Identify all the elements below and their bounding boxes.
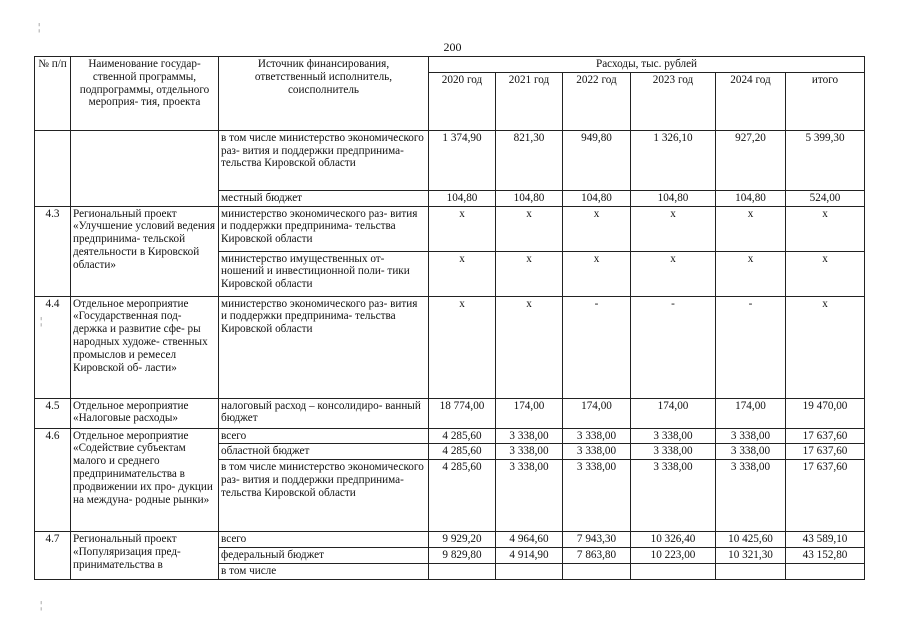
value-2024: x	[716, 251, 786, 296]
funding-source: в том числе министерство экономического раз- вития и поддержки предпринима- тельства Кировской области	[219, 130, 429, 190]
value-2021: 3 338,00	[496, 444, 563, 460]
value-2020: 1 374,90	[429, 130, 496, 190]
value-2020: 4 285,60	[429, 444, 496, 460]
value-2022: 3 338,00	[563, 444, 631, 460]
value-2022: x	[563, 206, 631, 251]
value-total: 5 399,30	[786, 130, 865, 190]
value-2021: x	[496, 296, 563, 398]
value-2024: 10 425,60	[716, 532, 786, 548]
funding-source: местный бюджет	[219, 190, 429, 206]
value-2024: 3 338,00	[716, 444, 786, 460]
value-2022: 174,00	[563, 398, 631, 428]
value-total: 43 589,10	[786, 532, 865, 548]
value-2020: x	[429, 296, 496, 398]
value-2020: x	[429, 206, 496, 251]
value-2022: 3 338,00	[563, 428, 631, 444]
value-2024	[716, 563, 786, 579]
table-header-row	[35, 57, 865, 73]
value-2021: 821,30	[496, 130, 563, 190]
value-2024: 3 338,00	[716, 460, 786, 532]
value-2023: -	[631, 296, 716, 398]
header-year-2024: 2024 год	[716, 72, 786, 130]
value-2023: 174,00	[631, 398, 716, 428]
value-total	[786, 563, 865, 579]
value-total: x	[786, 206, 865, 251]
value-2020	[429, 563, 496, 579]
value-2020: 4 285,60	[429, 428, 496, 444]
value-total: 17 637,60	[786, 460, 865, 532]
value-2021: 3 338,00	[496, 460, 563, 532]
row-number: 4.6	[35, 428, 71, 532]
header-year-2021: 2021 год	[496, 72, 563, 130]
table-row	[35, 206, 865, 251]
row-number: 4.4	[35, 296, 71, 398]
table-row	[35, 130, 865, 190]
value-2020: 4 285,60	[429, 460, 496, 532]
value-2022: 7 943,30	[563, 532, 631, 548]
program-name: Отдельное мероприятие «Содействие субъектам малого и среднего предпринимательства в продвижении их про- дукции на междуна- родные рынки»	[71, 428, 219, 532]
row-number: 4.7	[35, 532, 71, 579]
value-2023: 3 338,00	[631, 428, 716, 444]
funding-source: налоговый расход – консолидиро- ванный бюджет	[219, 398, 429, 428]
value-total: 19 470,00	[786, 398, 865, 428]
value-2023	[631, 563, 716, 579]
value-2024: 10 321,30	[716, 547, 786, 563]
program-name	[71, 130, 219, 206]
value-2021: 174,00	[496, 398, 563, 428]
page-number: 200	[443, 40, 462, 54]
value-2020: 9 829,80	[429, 547, 496, 563]
header-program-name: Наименование государ- ственной программы, подпрограммы, отдельного мероприя- тия, проекта	[71, 57, 219, 131]
value-2022: 104,80	[563, 190, 631, 206]
value-2022: x	[563, 251, 631, 296]
header-year-2023: 2023 год	[631, 72, 716, 130]
value-2023: x	[631, 251, 716, 296]
scan-mark-bottom: ¦	[40, 599, 43, 611]
row-number: 4.3	[35, 206, 71, 296]
program-name: Отдельное мероприятие «Налоговые расходы»	[71, 398, 219, 428]
value-total: 17 637,60	[786, 428, 865, 444]
value-2023: 10 223,00	[631, 547, 716, 563]
value-2021: x	[496, 251, 563, 296]
value-2022	[563, 563, 631, 579]
table-row	[35, 532, 865, 548]
value-2024: -	[716, 296, 786, 398]
program-name: Региональный проект «Улучшение условий ведения предпринима- тельской деятельности в Кировской области»	[71, 206, 219, 296]
header-total: итого	[786, 72, 865, 130]
expenses-table	[34, 56, 865, 580]
value-2024: 927,20	[716, 130, 786, 190]
value-2021: x	[496, 206, 563, 251]
value-total: 524,00	[786, 190, 865, 206]
funding-source: в том числе	[219, 563, 429, 579]
value-2020: 104,80	[429, 190, 496, 206]
funding-source: областной бюджет	[219, 444, 429, 460]
value-total: 17 637,60	[786, 444, 865, 460]
funding-source: федеральный бюджет	[219, 547, 429, 563]
value-2022: -	[563, 296, 631, 398]
value-2021: 104,80	[496, 190, 563, 206]
value-2023: x	[631, 206, 716, 251]
row-number: 4.5	[35, 398, 71, 428]
value-2021: 4 914,90	[496, 547, 563, 563]
value-2020: 18 774,00	[429, 398, 496, 428]
value-total: 43 152,80	[786, 547, 865, 563]
funding-source: всего	[219, 532, 429, 548]
header-funding-source: Источник финансирования, ответственный исполнитель, соисполнитель	[219, 57, 429, 131]
value-2021: 3 338,00	[496, 428, 563, 444]
value-2023: 10 326,40	[631, 532, 716, 548]
row-number	[35, 130, 71, 206]
value-total: x	[786, 296, 865, 398]
funding-source: министерство экономического раз- вития и поддержки предпринима- тельства Кировской области	[219, 206, 429, 251]
value-2022: 3 338,00	[563, 460, 631, 532]
table-row	[35, 398, 865, 428]
value-2021	[496, 563, 563, 579]
value-2021: 4 964,60	[496, 532, 563, 548]
value-2020: x	[429, 251, 496, 296]
scan-mark-top: ¦	[38, 21, 41, 33]
value-2023: 1 326,10	[631, 130, 716, 190]
value-2024: x	[716, 206, 786, 251]
value-2023: 3 338,00	[631, 460, 716, 532]
value-2024: 174,00	[716, 398, 786, 428]
table-row	[35, 296, 865, 398]
value-total: x	[786, 251, 865, 296]
funding-source: всего	[219, 428, 429, 444]
program-name: Региональный проект «Популяризация пред- принимательства в	[71, 532, 219, 579]
header-expenses-group: Расходы, тыс. рублей	[429, 57, 865, 73]
value-2024: 3 338,00	[716, 428, 786, 444]
scan-mark-middle: ¦	[40, 315, 43, 327]
table-row	[35, 428, 865, 444]
header-number: № п/п	[35, 57, 71, 131]
value-2020: 9 929,20	[429, 532, 496, 548]
value-2024: 104,80	[716, 190, 786, 206]
value-2023: 104,80	[631, 190, 716, 206]
funding-source: в том числе министерство экономического раз- вития и поддержки предпринима- тельства Кировской области	[219, 460, 429, 532]
value-2022: 7 863,80	[563, 547, 631, 563]
funding-source: министерство имущественных от- ношений и инвестиционной поли- тики Кировской области	[219, 251, 429, 296]
value-2023: 3 338,00	[631, 444, 716, 460]
header-year-2022: 2022 год	[563, 72, 631, 130]
header-year-2020: 2020 год	[429, 72, 496, 130]
value-2022: 949,80	[563, 130, 631, 190]
funding-source: министерство экономического раз- вития и поддержки предпринима- тельства Кировской области	[219, 296, 429, 398]
program-name: Отдельное мероприятие «Государственная под- держка и развитие сфе- ры народных художе- ственных промыслов и ремесел Кировской об- ласти»	[71, 296, 219, 398]
